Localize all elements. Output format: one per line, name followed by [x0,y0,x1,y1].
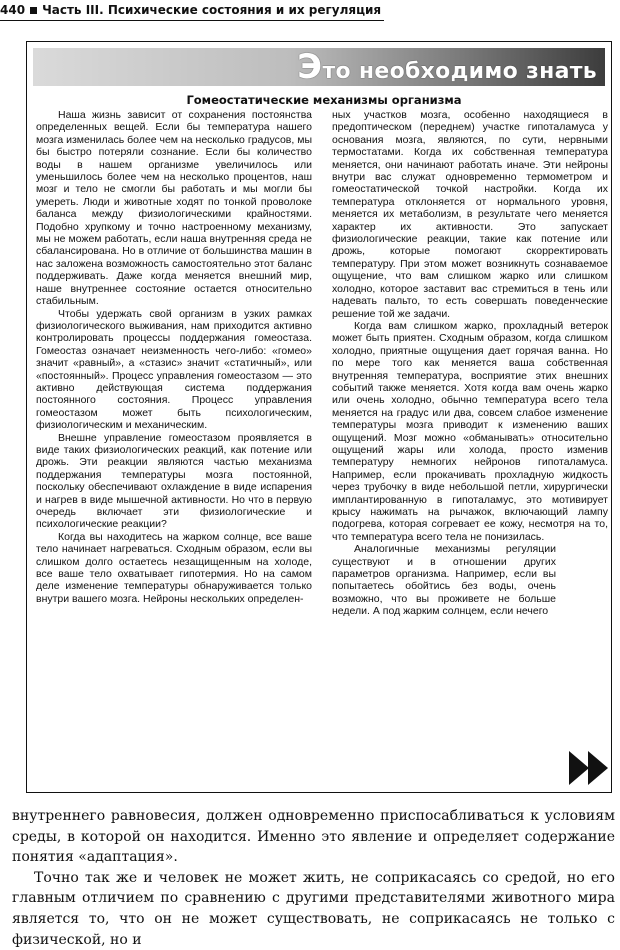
paragraph: Точно так же и человек не может жить, не соприкасаясь со средой, но его главным отличием по сравнению с другими представителями животного мира является то, что он не может существовать, не соприкасаясь не только с физической, но и [12,869,615,948]
paragraph: Внешне управление гомеостазом проявляется в виде таких физиологических реакций, как потение или дрожь. Эти реакции являются частью механизма поддержания температуры мозга постоянной, поскольку обеспечивают охлаждение в виде испарения и нагрев в виде мышечной активности. Но что в первую очередь включает эти физиологические и психологические реакции? [36,431,312,531]
double-arrow-right-icon [567,748,611,788]
paragraph: Чтобы удержать свой организм в узких рамках физиологического выживания, нам приходится активно контролировать процессы поддержания гомеостаза. Гомеостаз означает неизменность чего-либо: «гомео» значит «равный», а «стазис» значит «статичный», или «постоянный». Процесс управления гомеостазом — это активно действующая система поддержания постоянного состояния. Процесс управления гомеостазом может быть психологическим, физиологическим и механическим. [36,307,312,432]
banner-title [297,48,597,86]
sidebar-title: Гомеостатические механизмы организма [186,93,462,107]
running-header [0,0,384,21]
main-body-text [12,806,615,950]
page-number: 440 [0,3,26,17]
paragraph: Наша жизнь зависит от сохранения постоянства определенных вещей. Если бы температура нашего мозга изменилась более чем на несколько градусов, мы бы быстро потеряли сознание. Если бы количество воды в нашем организме увеличилось или уменьшилось более чем на несколько процентов, наш мозг и тело не смогли бы работать и мы могли бы умереть. Люди и животные ходят по тонкой проволоке баланса между физиологическими крайностями. Подобно хрупкому и точно настроенному механизму, мы не можем работать, если наша внутренняя среда не сбалансирована. Но в отличие от большинства машин в нас заложена возможность самостоятельно этот баланс поддерживать. Даже когда меняется внешний мир, наше внутреннее состояние остается относительно стабильным. [36,109,312,308]
section-title: Часть III. Психические состояния и их регуляция [42,3,382,17]
sidebar-left-column [36,109,312,791]
paragraph: внутреннего равновесия, должен одновременно приспосабливаться к условиям среды, в которой он находится. Именно это явление и определяет содержание понятия «адаптация». [12,808,615,866]
sidebar-banner [33,48,605,86]
banner-title-rest: то необходимо знать [322,59,597,84]
paragraph: Когда вы находитесь на жарком солнце, все ваше тело начинает нагреваться. Сходным образом, если вы слишком долго остаетесь незащищенным на холоде, все ваше тело охватывает гипотермия. Но на самом деле изменение температуры обнаруживается только внутри вашего мозга. Нейроны нескольких определен- [36,530,312,605]
paragraph: ных участков мозга, особенно находящиеся в предоптическом (переднем) участке гипоталамуса у основания мозга, являются, по сути, нервными термостатами. Когда их собственная температура меняется, они начинают работать иначе. Эти нейроны внутри вас служат одновременно термометром и гомеостатической точкой настройки. Когда их температура отклоняется от нормального уровня, меняется их метаболизм, в результате чего меняется характер их активности. Это запускает физиологические реакции, такие как потение или дрожь, которые помогают скорректировать температуру. При этом может возникнуть сознаваемое ощущение, что вам слишком жарко или слишком холодно, которое заставит вас стремиться в тень или надевать пальто, то есть совершать поведенческие решение той же задачи. [332,109,608,320]
banner-initial-letter: Э [297,47,323,87]
paragraph: Аналогичные механизмы регуляции существуют и в отношении других параметров организма. Например, если вы попытаетесь обойтись без воды, очень возможно, что вы проживете не больше недели. А под жарким солнцем, если нечего [332,543,556,618]
square-bullet-icon [30,7,37,14]
paragraph: Когда вам слишком жарко, прохладный ветерок может быть приятен. Сходным образом, когда слишком холодно, приятные ощущения дает горячая ванна. Но по мере того как меняется ваша собственная внутренняя температура, восприятие этих внешних событий также меняется. Хотя когда вам очень жарко или очень холодно, обычно температура всего тела меняется на градус или два, совсем слабое изменение температуры мозга приводит к изменению ваших ощущений. Мозг можно «обманывать» относительно ощущений жары или холода, просто изменив температуру немногих нейронов гипоталамуса. Например, если прокачивать прохладную жидкость через трубочку в виде небольшой петли, хирургически имплантированную в гипоталамус, это мотивирует крысу нажимать на рычажок, включающий лампу подогрева, которая согревает ее кожу, несмотря на то, что температура всего тела не понизилась. [332,319,608,543]
sidebar-right-column [332,109,608,791]
